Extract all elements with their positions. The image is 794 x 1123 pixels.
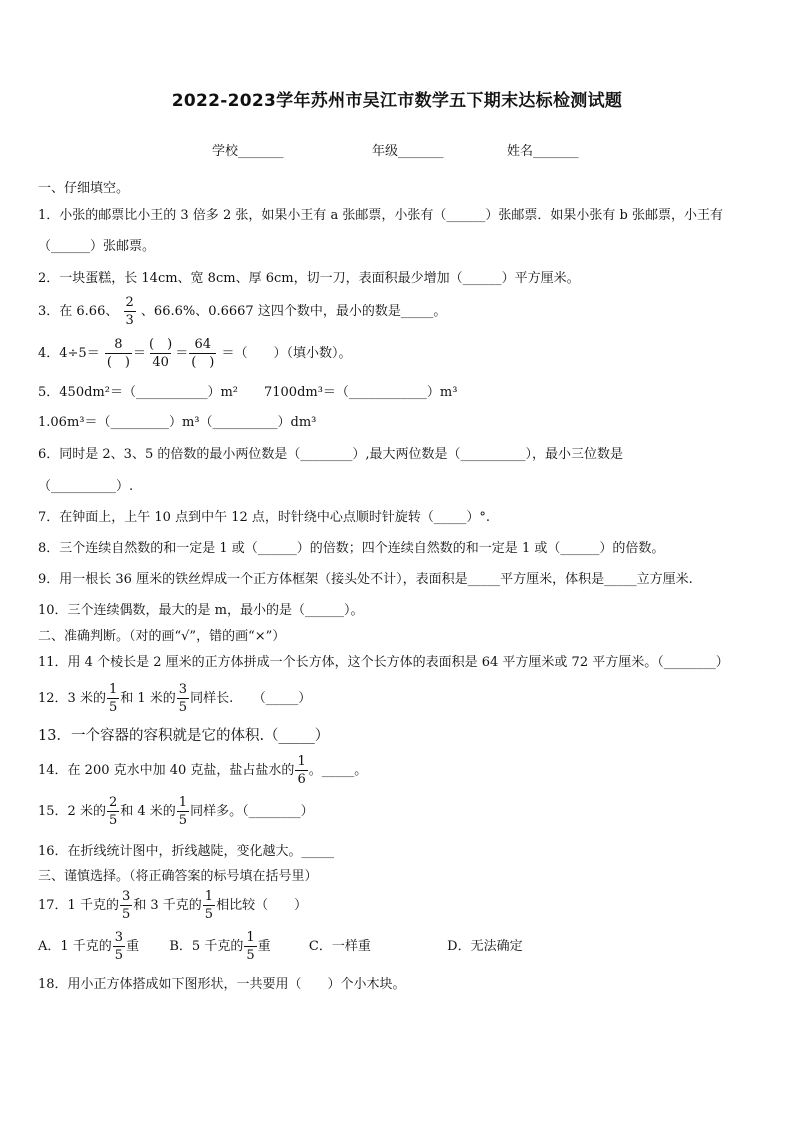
fraction-three-fifths [113, 931, 125, 962]
question-4-pre: 4．4÷5＝ [38, 346, 100, 361]
fraction-one-fifth [244, 931, 256, 962]
fraction-q4-1 [105, 338, 132, 369]
question-6-line-2: （__________）. [38, 479, 134, 494]
question-12-pre: 12．3 米的 [38, 691, 106, 706]
option-c: C．一样重 [308, 939, 371, 954]
name-label: 姓名 [507, 144, 534, 159]
numerator: 64 [194, 337, 212, 352]
denominator: 5 [108, 700, 118, 715]
question-12 [38, 683, 311, 714]
question-6-line-1: 6．同时是 2、3、5 的倍数的最小两位数是（________）,最大两位数是（__________），最小三位数是 [38, 447, 623, 462]
fraction-three-fifths [177, 683, 189, 714]
question-17-options [38, 931, 523, 962]
grade-label: 年级 [372, 144, 399, 159]
option-b-post: 重 [257, 939, 271, 954]
fraction-q4-2 [147, 338, 174, 369]
numerator: 1 [108, 682, 118, 697]
grade-field [372, 140, 444, 159]
numerator: 1 [178, 795, 188, 810]
denominator: 5 [178, 813, 188, 828]
fraction-one-fifth [177, 796, 189, 827]
question-18: 18．用小正方体搭成如下图形状，一共要用（ ）个小木块。 [38, 977, 406, 992]
fraction-one-fifth [107, 683, 119, 714]
numerator: 2 [108, 795, 118, 810]
fraction-two-fifths [107, 796, 119, 827]
question-17-mid: 和 3 千克的 [133, 898, 202, 913]
numerator: 2 [125, 295, 134, 310]
school-label: 学校 [212, 144, 239, 159]
numerator: 1 [297, 754, 306, 769]
name-field [507, 140, 579, 159]
question-1-line-2: （______）张邮票。 [38, 239, 156, 254]
denominator: ( ) [191, 355, 215, 370]
question-7: 7．在钟面上，上午 10 点到中午 12 点，时针绕中心点顺时针旋转（_____）°. [38, 510, 491, 525]
question-15-post: 同样多。（________） [190, 804, 314, 819]
option-a-post: 重 [126, 939, 140, 954]
section-3-heading: 三、谨慎选择。（将正确答案的标号填在括号里） [38, 869, 318, 884]
option-a [38, 930, 143, 963]
numerator: 1 [246, 930, 255, 945]
question-16: 16．在折线统计图中，折线越陡，变化越大。_____ [38, 844, 335, 859]
numerator: 3 [121, 889, 131, 904]
question-14 [38, 755, 367, 786]
option-a-pre: A．1 千克的 [38, 939, 112, 954]
numerator: 8 [114, 337, 123, 352]
section-1-heading: 一、仔细填空。 [38, 181, 130, 196]
question-17-post: 相比较（ ） [216, 898, 308, 913]
denominator: 40 [152, 355, 169, 370]
denominator: 6 [297, 772, 306, 787]
question-14-pre: 14．在 200 克水中加 40 克盐，盐占盐水的 [38, 763, 295, 778]
fraction-three-fifths [120, 890, 132, 921]
question-14-post: 。_____。 [308, 763, 368, 778]
denominator: 5 [178, 700, 188, 715]
question-5-line-2: 1.06m³＝（_________）m³（__________）dm³ [38, 415, 317, 430]
denominator: 3 [125, 313, 134, 328]
fraction-two-thirds [124, 296, 136, 327]
question-13: 13．一个容器的容积就是它的体积.（_____） [38, 728, 330, 744]
question-9: 9．用一根长 36 厘米的铁丝焊成一个正方体框架（接头处不计），表面积是_____平方厘米，体积是_____立方厘米. [38, 572, 693, 587]
question-4-post: ＝（ ）（填小数）。 [221, 346, 352, 361]
denominator: 5 [121, 907, 131, 922]
section-2-heading: 二、准确判断。（对的画“√”，错的画“×”） [38, 629, 286, 644]
question-1-line-1: 1．小张的邮票比小王的 3 倍多 2 张，如果小王有 a 张邮票，小张有（______）张邮票．如果小张有 b 张邮票，小王有 [38, 208, 723, 223]
question-15 [38, 796, 314, 827]
denominator: 5 [204, 907, 214, 922]
question-15-mid: 和 4 米的 [120, 804, 176, 819]
question-3 [38, 296, 446, 327]
denominator: 5 [246, 948, 255, 963]
name-blank: _______ [533, 144, 579, 159]
question-2: 2．一块蛋糕，长 14cm、宽 8cm、厚 6cm，切一刀，表面积最少增加（______）平方厘米。 [38, 271, 580, 286]
numerator: 3 [178, 682, 188, 697]
numerator: 3 [114, 930, 124, 945]
question-12-mid: 和 1 米的 [120, 691, 176, 706]
numerator: ( ) [149, 337, 173, 352]
denominator: 5 [108, 813, 118, 828]
numerator: 1 [204, 889, 214, 904]
option-d: D．无法确定 [447, 939, 523, 954]
question-17-pre: 17．1 千克的 [38, 898, 119, 913]
equals-sign: ＝ [175, 346, 189, 361]
option-b-pre: B．5 千克的 [169, 939, 244, 954]
grade-blank: _______ [398, 144, 444, 159]
question-10: 10．三个连续偶数，最大的是 m，最小的是（______）。 [38, 603, 364, 618]
question-8: 8．三个连续自然数的和一定是 1 或（______）的倍数；四个连续自然数的和一定是 1 或（______）的倍数。 [38, 541, 665, 556]
option-b [169, 930, 274, 963]
question-12-post: 同样长. （_____） [190, 691, 312, 706]
fraction-one-sixth [295, 755, 307, 786]
question-3-pre: 3．在 6.66、 [38, 304, 119, 319]
denominator: 5 [114, 948, 124, 963]
question-5-line-1: 5．450dm²＝（___________）m² 7100dm³＝（____________）m³ [38, 385, 458, 400]
question-11: 11．用 4 个棱长是 2 厘米的正方体拼成一个长方体，这个长方体的表面积是 64 平方厘米或 72 平方厘米。（________） [38, 655, 729, 670]
page-title: 2022-2023学年苏州市吴江市数学五下期末达标检测试题 [171, 91, 623, 111]
question-4 [38, 338, 352, 369]
fraction-q4-3 [189, 338, 216, 369]
denominator: ( ) [106, 355, 131, 370]
fraction-one-fifth [203, 890, 215, 921]
equals-sign: ＝ [133, 346, 147, 361]
school-blank: _______ [238, 144, 284, 159]
school-field [212, 140, 284, 159]
question-3-post: 、66.6%、0.6667 这四个数中，最小的数是_____。 [140, 304, 447, 319]
question-15-pre: 15．2 米的 [38, 804, 106, 819]
question-17 [38, 890, 307, 921]
